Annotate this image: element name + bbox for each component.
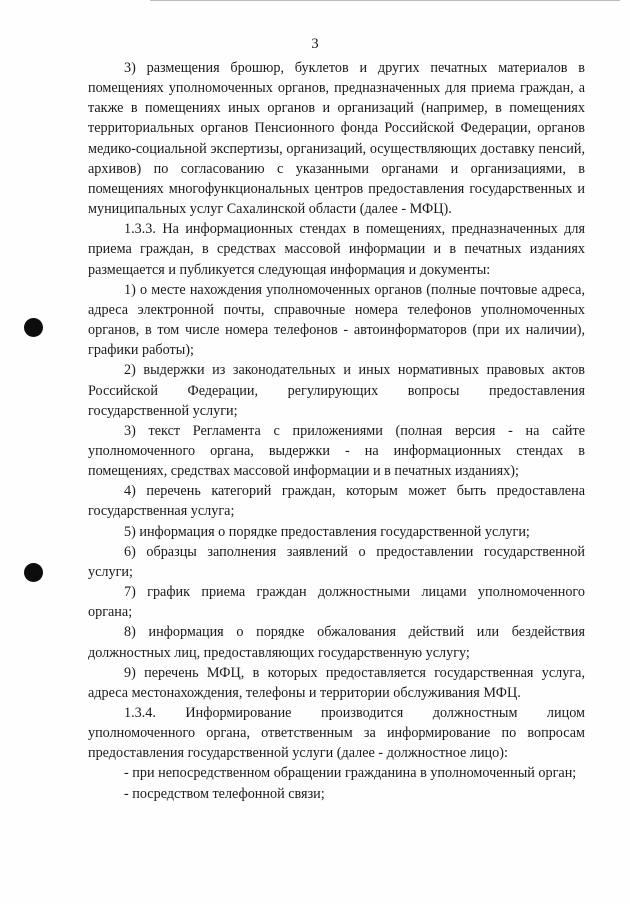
punch-hole-top [24,318,43,337]
list-item: 7) график приема граждан должностными лицами уполномоченного органа; [88,584,585,621]
list-item: 8) информация о порядке обжалования действий или бездействия должностных лиц, предоставляющих государственную услугу; [88,624,585,661]
paragraph: 1.3.3. На информационных стендах в помещениях, предназначенных для приема граждан, в средствах массовой информации и в печатных изданиях размещается и публикуется следующая информация и документы: [88,221,585,278]
list-item: 3) текст Регламента с приложениями (полная версия - на сайте уполномоченного органа, выдержки - на информационных стендах в помещениях, средствах массовой информации и в печатных изданиях); [88,422,585,480]
list-item: 2) выдержки из законодательных и иных нормативных правовых актов Российской Федерации, регулирующих вопросы предоставления государственной услуги; [88,362,585,419]
scan-top-edge [150,0,620,5]
list-item: 9) перечень МФЦ, в которых предоставляется государственная услуга, адреса местонахождения, телефоны и территории обслуживания МФЦ. [88,664,585,701]
punch-hole-bottom [24,563,43,582]
list-item: - посредством телефонной связи; [124,785,325,802]
page-number: 3 [311,36,319,52]
list-item: 4) перечень категорий граждан, которым может быть предоставлена государственная услуга; [88,483,585,520]
list-item: - при непосредственном обращении гражданина в уполномоченный орган; [124,765,577,782]
paragraph: 1.3.4. Информирование производится должностным лицом уполномоченного органа, ответственным за информирование по вопросам предоставления государственной услуги (далее - должностное лицо): [88,705,585,762]
document-body [88,58,585,804]
list-item: 6) образцы заполнения заявлений о предоставлении государственной услуги; [88,543,585,580]
list-item: 1) о месте нахождения уполномоченных органов (полные почтовые адреса, адреса электронной почты, справочные номера телефонов уполномоченных органов, в том числе номера телефонов - автоинформаторов (при их наличии), графики работы); [88,281,585,359]
list-item: 5) информация о порядке предоставления государственной услуги; [124,523,530,540]
paragraph: 3) размещения брошюр, буклетов и других печатных материалов в помещениях уполномоченных органов, предназначенных для приема граждан, а также в помещениях иных органов и организаций (например, в помещениях территориальных органов Пенсионного фонда Российской Федерации, органов медико-социальной экспертизы, организаций, осуществляющих доставку пенсий, архивов) по согласованию с указанными органами и организациями, в помещениях многофункциональных центров предоставления государственных и муниципальных услуг Сахалинской области (далее - МФЦ). [88,60,585,218]
